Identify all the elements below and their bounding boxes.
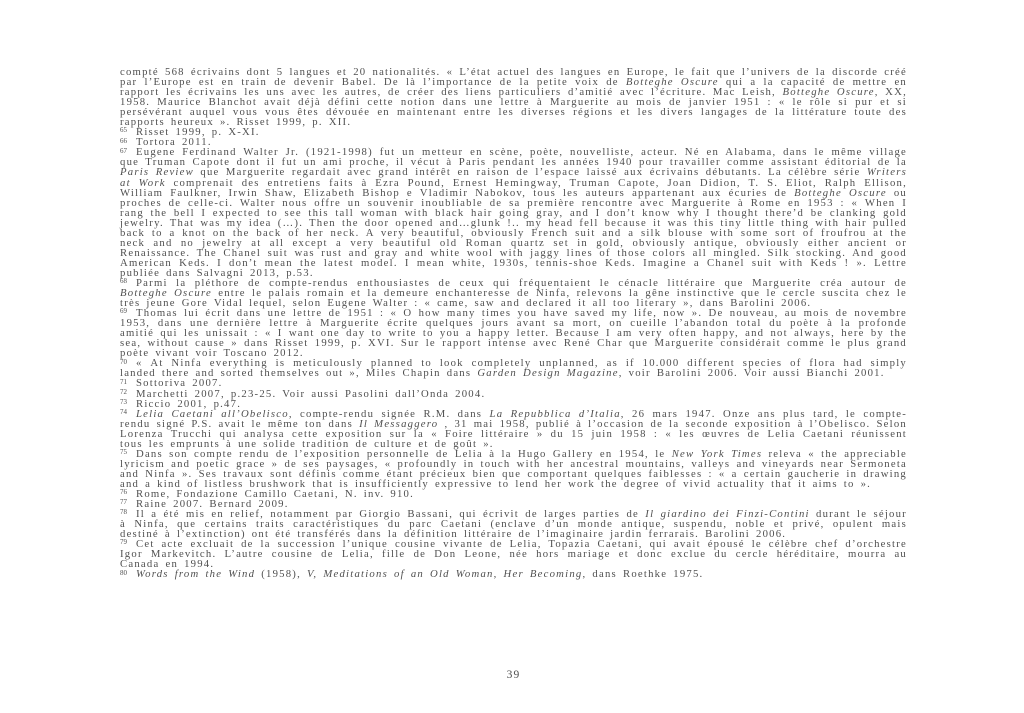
footnote-text: Sottoriva 2007. [136,377,223,390]
footnote-text: Marchetti 2007, p.23-25. Voir aussi Pasolini dall’Onda 2004. [136,387,486,400]
footnote-number: 77 [120,498,127,507]
footnote-text-italic: Botteghe Oscure [625,76,719,89]
footnote-65 [120,127,907,137]
footnotes-block [120,67,907,579]
footnote-text-italic: New York Times [671,447,763,460]
footnote-69 [120,308,907,358]
footnote-text: , 26 mars 1947. Onze ans plus tard, le compte-rendu signé P.S. avait le même ton dans [120,407,907,430]
footnote-text-italic: Botteghe Oscure [794,186,887,199]
footnote-number: 65 [120,126,127,135]
footnote-text: Risset 1999, p. X-XI. [136,126,260,139]
page-number: 39 [506,669,521,681]
footnote-text-italic: La Repubblica d’Italia [489,407,621,420]
footnote-text: Dans son compte rendu de l’exposition personnelle de Lelia à la Hugo Gallery en 1954, le [136,447,672,460]
footnote-number: 67 [120,146,127,155]
footnote-text: Parmi la pléthore de compte-rendus enthousiastes de ceux qui fréquentaient le cénacle littéraire que Marguerite créa autour de [136,276,907,289]
footnote-number: 76 [120,488,127,497]
footnote-number: 68 [120,277,127,286]
footnote-number: 66 [120,136,127,145]
footnote-text-italic: Words from the Wind [136,568,256,581]
footnote-text: compté 568 écrivains dont 5 langues et 20 nationalités. « L’état actuel des langues en Europe, le fait que l’univers de la discorde créé par l’Europe est en train de devenir Babel. De là l’importance de la petite voix de [120,66,907,89]
footnote-text: Cet acte excluait de la succession l’unique cousine vivante de Lelia, Topazia Caetani, qui avait épousé le célèbre chef d’orchestre Igor Markevitch. L’autre cousine de Lelia, fille de Don Leone, née hors mariage et donc exclue du cercle héréditaire, mourra au Canada en 1994. [120,538,907,571]
footnote-text: entre le palais romain et la demeure enchanteresse de Ninfa, relevons la gêne instinctive que le cercle suscita chez le très jeune Gore Vidal lequel, selon Eugene Walter : « came, saw and declared it all too literary », dans Barolini 2006. [120,287,907,310]
footnote-text: ou proches de celle-ci. Walter nous offre un souvenir inoubliable de sa première rencontre avec Marguerite à Rome en 1953 : « When I rang the bell I expected to see this tall woman with black hair going gray, and I don’t know why I thought there’d be clanking gold jewelry. That was my idea (…). Then the door opened and…glunk !.. my head fell because it was this tiny little thing with hair pulled back to a knot on the back of her neck. A very beautiful, obviously French suit and a silk blouse with some sort of froufrou at the neck and no jewelry at all except a very beautiful old Roman quartz set in gold, obviously antique, obviously either ancient or Renaissance. The Chanel suit was rust and gray and white wool with jaggy lines of those colors all mingled. Silk stocking. And good American Keds. I don’t mean the latest model. I mean white, 1930s, tennis-shoe Keds. Imagine a Chanel suit with Keds ! ». Lettre publiée dans Salvagni 2013, p.53. [120,186,907,279]
footnote-text-italic: V, Meditations of an Old Woman, Her Becoming [307,568,583,581]
footnote-text: , voir Barolini 2006. Voir aussi Bianchi 2001. [618,367,885,380]
footnote-80 [120,569,907,579]
footnote-text: releva « the appreciable lyricism and poetic grace » de ses paysages, « profoundly in touch with her ancestral mountains, valleys and vineyards near Sermoneta and Ninfa ». Ses travaux sont définis comme étant précieux bien que comportant quelques faiblesses : « a certain gaucherie in drawing and a kind of listless brushwork that is insufficiently expressive to lend her work the degree of vivid actuality that it aims to ». [120,447,907,490]
footnote-number: 75 [120,447,127,456]
footnote-70 [120,358,907,378]
footnote-text: (1958), [255,568,308,581]
footnote-text: Tortora 2011. [136,136,212,149]
footnote-text-italic: Botteghe Oscure [120,287,212,300]
footnote-text: Riccio 2001, p.47. [136,397,242,410]
footnote-number: 78 [120,508,127,517]
footnote-text: Thomas lui écrit dans une lettre de 1951 : « O how many times you have saved my life, now ». De nouveau, au mois de novembre 1953, dans une dernière lettre à Marguerite écrite quelques jours avant sa mort, on cueille l’abandon total du poète à la profonde amitié qui les unissait : « I want one day to write to you a happy letter. Because I am very often happy, and not always, here by the sea, without cause » dans Risset 1999, p. XVI. Sur le rapport intense avec René Char que Marguerite considérait comme le plus grand poète vivant voir Toscano 2012. [120,307,907,360]
footnote-text-italic: Lelia Caetani all’Obelisco [136,407,289,420]
footnote-text: comprenait des entretiens faits à Ezra Pound, Ernest Hemingway, Truman Capote, Joan Didion, T. S. Eliot, Ralph Ellison, William Faulkner, Irwin Shaw, Elizabeth Bishop e Vladimir Nabokov, tous les auteurs appartenant aux écuries de [120,176,907,199]
footnote-text-italic: Writers at Work [120,166,907,189]
footnote-continuation [120,67,907,127]
footnote-text: Il a été mis en relief, notamment par Giorgio Bassani, qui écrivit de larges parties de [136,508,646,521]
footnote-text-italic: Botteghe Oscure [782,86,875,99]
footnote-number: 80 [120,568,127,577]
footnote-text: , compte-rendu signée R.M. dans [288,407,490,420]
footnote-text-italic: Il giardino dei Finzi-Contini [645,508,810,521]
footnote-number: 73 [120,397,127,406]
footnote-68 [120,278,907,308]
footnote-text: , XX, 1958. Maurice Blanchot avait déjà défini cette notion dans une lettre à Marguerite au mois de janvier 1951 : « le rôle si pur et si persévérant auquel vous vous êtes dévouée en maintenant entre les diverses régions et les divers langages de la littérature toute des rapports heureux ». Risset 1999, p. XII. [120,86,907,129]
footnote-text: Eugene Ferdinand Walter Jr. (1921-1998) fut un metteur en scène, poète, nouvelliste, acteur. Né en Alabama, dans le même village que Truman Capote dont il fut un ami proche, il vécut à Paris pendant les années 1940 pour travailler comme assistant éditorial de la [120,146,907,169]
footnote-text-italic: Paris Review [120,166,194,179]
footnote-74 [120,409,907,449]
footnote-text: durant le séjour à Ninfa, que certains traits caractéristiques du parc Caetani (enclave d’un monde antique, suspendu, noble et privé, opulent mais destiné à l’extinction) ont été transférés dans la définition littéraire de l’imaginaire jardin ferrarais. Barolini 2006. [120,508,907,541]
footnote-number: 74 [120,407,127,416]
footnote-number: 71 [120,377,127,386]
footnote-text: , 31 mai 1958, publié à l’occasion de la seconde exposition à l’Obelisco. Selon Lorenza Trucchi qui analysa cette exposition sur la « Foire littéraire » du 15 juin 1958 : « les œuvres de Lelia Caetani réunissent tous les emprunts à une solide tradition de culture et de goût ». [120,417,907,450]
footnote-79 [120,539,907,569]
footnote-number: 79 [120,538,127,547]
footnote-67 [120,147,907,278]
footnote-number: 72 [120,387,127,396]
footnote-text: Rome, Fondazione Camillo Caetani, N. inv. 910. [136,487,415,500]
footnote-text: « At Ninfa everything is meticulously planned to look completely unplanned, as if 10.000 different species of flora had simply landed there and sorted themselves out », Miles Chapin dans [120,357,907,380]
footnote-number: 70 [120,357,127,366]
footnote-number: 69 [120,307,127,316]
footnote-text: Raine 2007. Bernard 2009. [136,498,289,511]
footnote-text: que Marguerite regardait avec grand intérêt en raison de l’espace laissé aux écrivains débutants. La célèbre série [193,166,867,179]
footnote-text-italic: Il Messaggero [359,417,439,430]
footnote-78 [120,509,907,539]
footnote-text: , dans Roethke 1975. [582,568,704,581]
footnote-text: qui a la capacité de mettre en rapport les écrivains les uns avec les autres, de créer des liens particuliers d’amitié avec l’écriture. Mac Leish, [120,76,907,99]
footnote-text-italic: Garden Design Magazine [477,367,619,380]
footnote-75 [120,449,907,489]
